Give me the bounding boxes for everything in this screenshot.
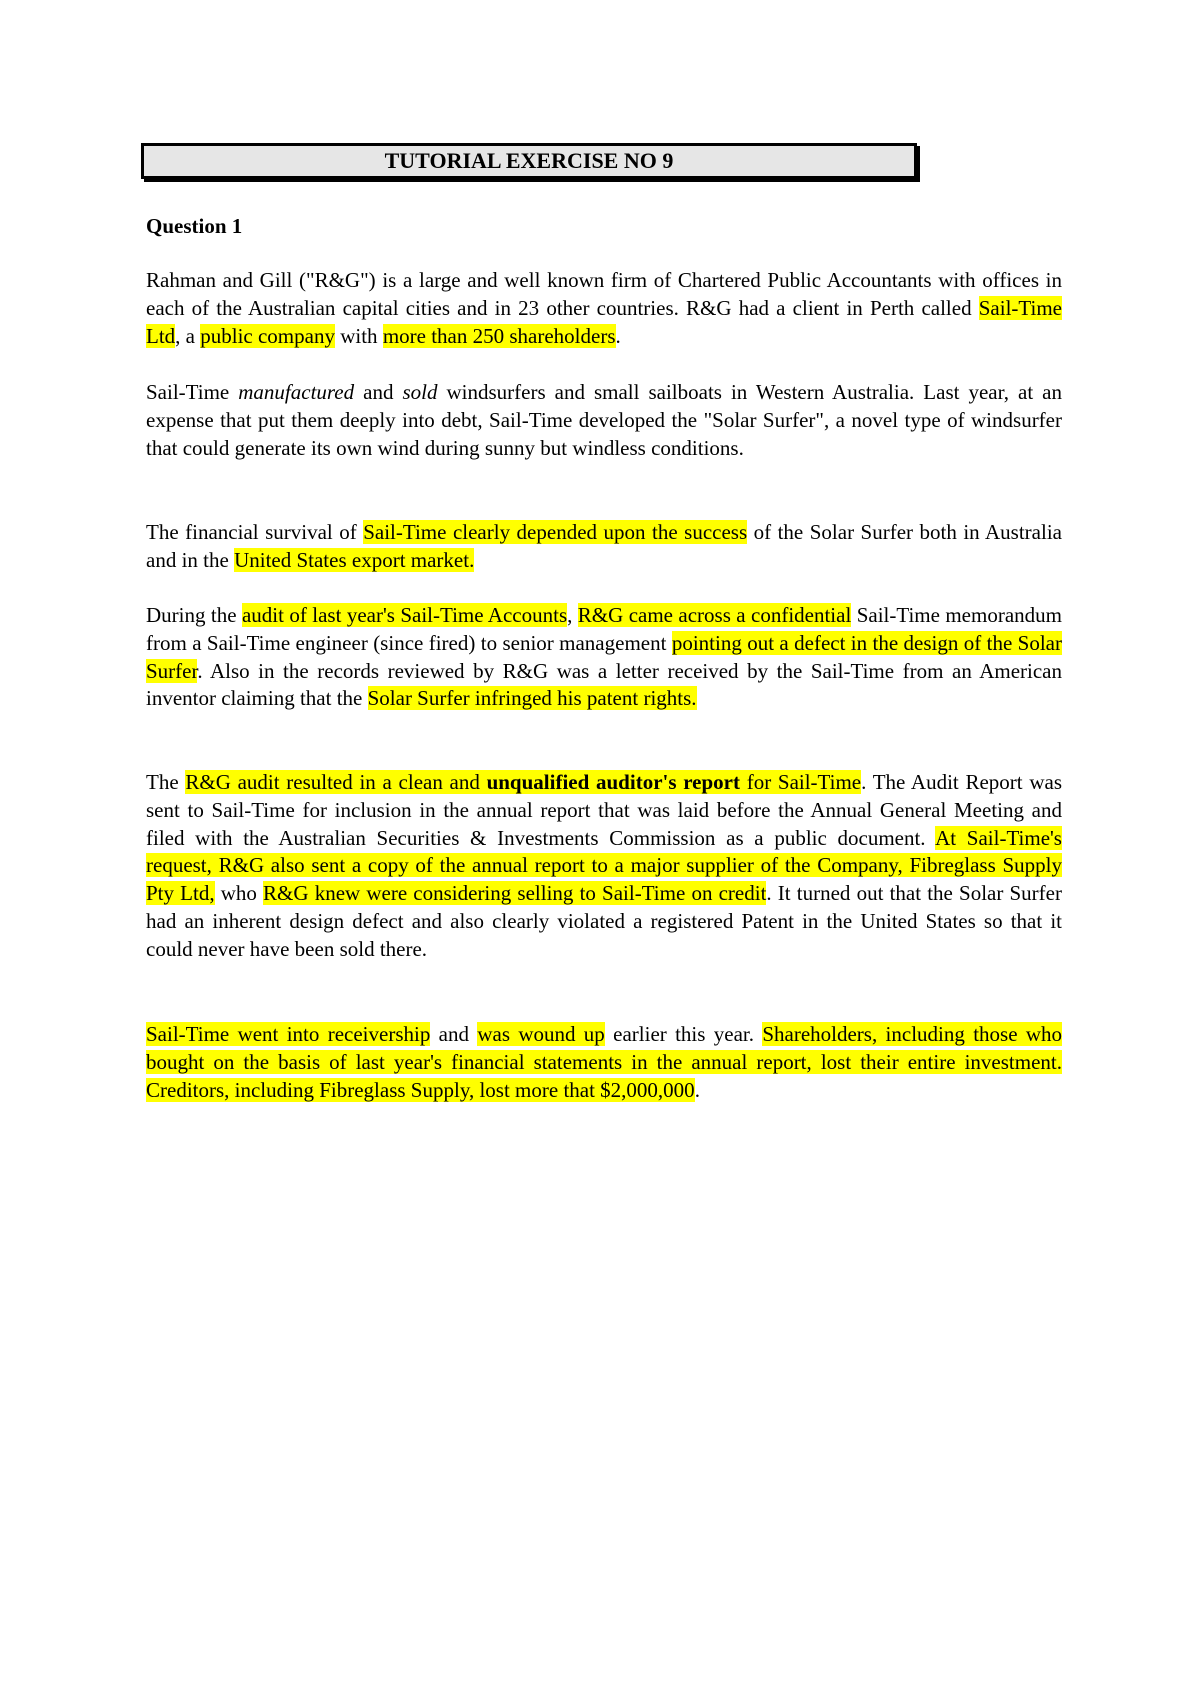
text-run: manufactured [238,380,355,404]
title-box [141,143,917,179]
highlighted-text: Sail-Time went into receivership [146,1022,431,1046]
text-run: , a [175,323,201,348]
highlighted-text: for Sail-Time [739,770,862,794]
highlighted-text: Sail-Time clearly depended upon the success [363,520,748,544]
highlighted-text: At Sail-Time's request, R&G also sent a copy of the annual report to a major supplier of the Company, Fibreglass Supply Pty Ltd, [146,825,1062,906]
text-run: . [615,323,621,348]
paragraph-audit-report [146,769,1062,964]
text-run: . It turned out that the Solar Surfer had an inherent design defect and also clearly violated a registered Patent in the United States so that it could never have been sold there. [146,881,1062,961]
text-run: During the [146,603,242,627]
highlighted-text: Sail-Time Ltd [146,295,1062,348]
highlighted-text: Shareholders, including those who bought on the basis of last year's financial statements in the annual report, lost their entire investment. Creditors, including Fibreglass Supply, lost more that $2,000,000 [146,1022,1063,1102]
question-label: Question 1 [146,214,243,238]
text-run: Rahman and Gill ("R&G") is a large and well known firm of Chartered Public Accountants with offices in each of the Australian capital cities and in 23 other countries. R&G had a client in Perth called [146,268,1062,320]
document-title: TUTORIAL EXERCISE NO 9 [384,148,674,173]
text-run: . [694,1077,700,1102]
paragraph-intro [146,267,1062,350]
highlighted-text: R&G came across a confidential [577,603,852,627]
text-run: windsurfers and small sailboats in Western Australia. Last year, at an expense that put them deeply into debt, Sail-Time developed the "Solar Surfer", a novel type of windsurfer that could generate its own wind during sunny but windless conditions. [146,380,1062,460]
highlighted-text: pointing out a defect in the design of the Solar Surfer [146,630,1062,683]
text-run: Sail-Time memorandum from a Sail-Time engineer (since fired) to senior management [146,603,1062,655]
highlighted-text: R&G knew were considering selling to Sail-Time on credit [263,881,767,906]
text-run: and [430,1022,478,1046]
text-run: . The Audit Report was sent to Sail-Time for inclusion in the annual report that was laid before the Annual General Meeting and filed with the Australian Securities & Investments Commission as a public document. [146,770,1062,850]
text-run: The financial survival of [146,520,364,544]
text-run: earlier this year. [604,1022,763,1046]
paragraph-outcome [146,1021,1062,1104]
text-run: . Also in the records reviewed by R&G was a letter received by the Sail-Time from an American inventor claiming that the [146,658,1062,711]
highlighted-text: more than 250 shareholders [382,323,616,348]
highlighted-text: public company [200,323,335,348]
text-run: , [567,603,578,627]
text-run: The [146,770,186,794]
highlighted-text: unqualified auditor's report [486,770,740,794]
highlighted-text: R&G audit resulted in a clean and [185,770,487,794]
paragraph-audit-findings [146,602,1062,713]
paragraph-financial-survival [146,519,1062,575]
text-run: of the Solar Surfer both in Australia and in the [146,520,1062,572]
text-run: sold [402,380,438,404]
highlighted-text: United States export market. [234,547,475,572]
highlighted-text: was wound up [477,1022,605,1046]
text-run: Sail-Time [146,380,239,404]
paragraph-products [146,379,1062,462]
text-run: who [214,881,264,906]
highlighted-text: Solar Surfer infringed his patent rights. [367,686,697,711]
text-run: with [334,323,383,348]
text-run: and [354,380,403,404]
highlighted-text: audit of last year's Sail-Time Accounts [241,603,568,627]
